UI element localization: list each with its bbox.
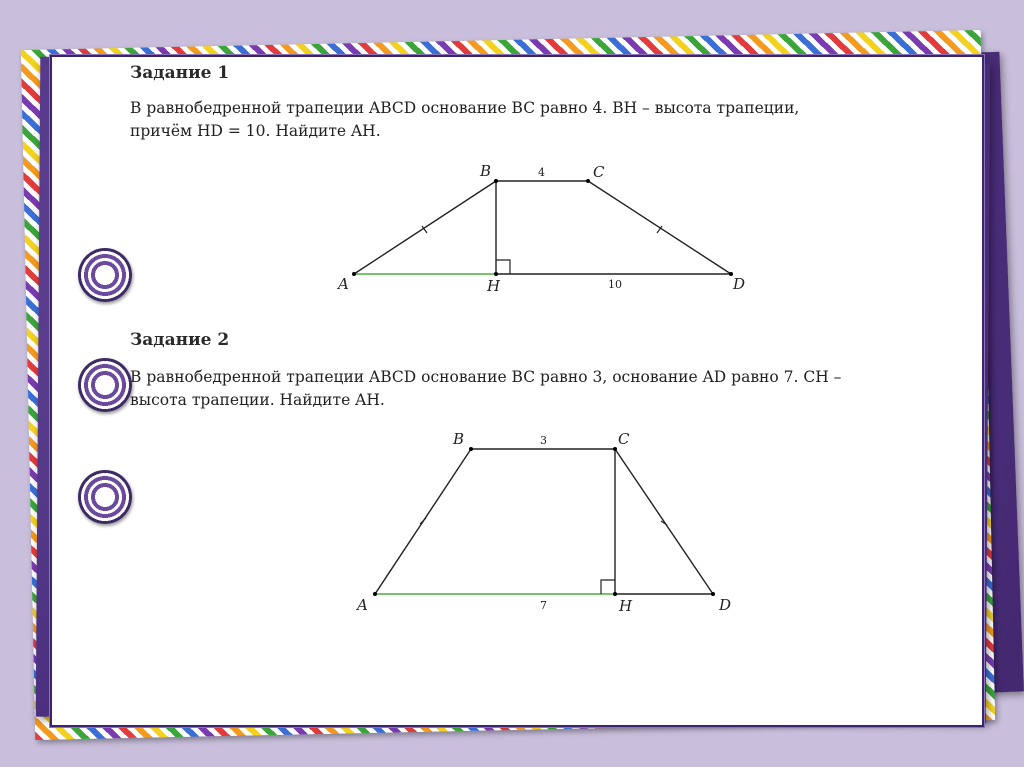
task1-text-line1: В равнобедренной трапеции ABCD основание BC равно 4. BH – высота трапеции, <box>130 99 800 117</box>
label-b: B <box>453 430 465 448</box>
label-d: D <box>719 596 732 614</box>
task1-text-line2: причём HD = 10. Найдите AH. <box>130 122 381 140</box>
right-angle-mark <box>601 580 615 594</box>
length-bc: 4 <box>538 166 545 179</box>
point-h <box>613 592 617 596</box>
point-d <box>711 592 715 596</box>
point-c <box>613 447 617 451</box>
label-h: H <box>619 597 633 615</box>
label-a: A <box>357 596 368 614</box>
length-ad: 7 <box>540 599 547 612</box>
point-b <box>469 447 473 451</box>
point-a <box>373 592 377 596</box>
side-cd <box>615 449 713 594</box>
tick-mark-ab <box>420 518 426 524</box>
length-bc: 3 <box>540 434 547 447</box>
label-h: H <box>487 277 501 295</box>
label-a: A <box>338 275 349 293</box>
label-b: B <box>480 162 492 180</box>
label-d: D <box>733 275 746 293</box>
label-c: C <box>618 430 630 448</box>
task2-heading: Задание 2 <box>130 330 230 350</box>
task2-text-line2: высота трапеции. Найдите AH. <box>130 391 385 409</box>
label-c: C <box>593 163 605 181</box>
task1-heading: Задание 1 <box>130 63 230 83</box>
task2-text-line1: В равнобедренной трапеции ABCD основание BC равно 3, основание AD равно 7. CH – <box>130 368 842 386</box>
length-hd: 10 <box>608 278 622 291</box>
